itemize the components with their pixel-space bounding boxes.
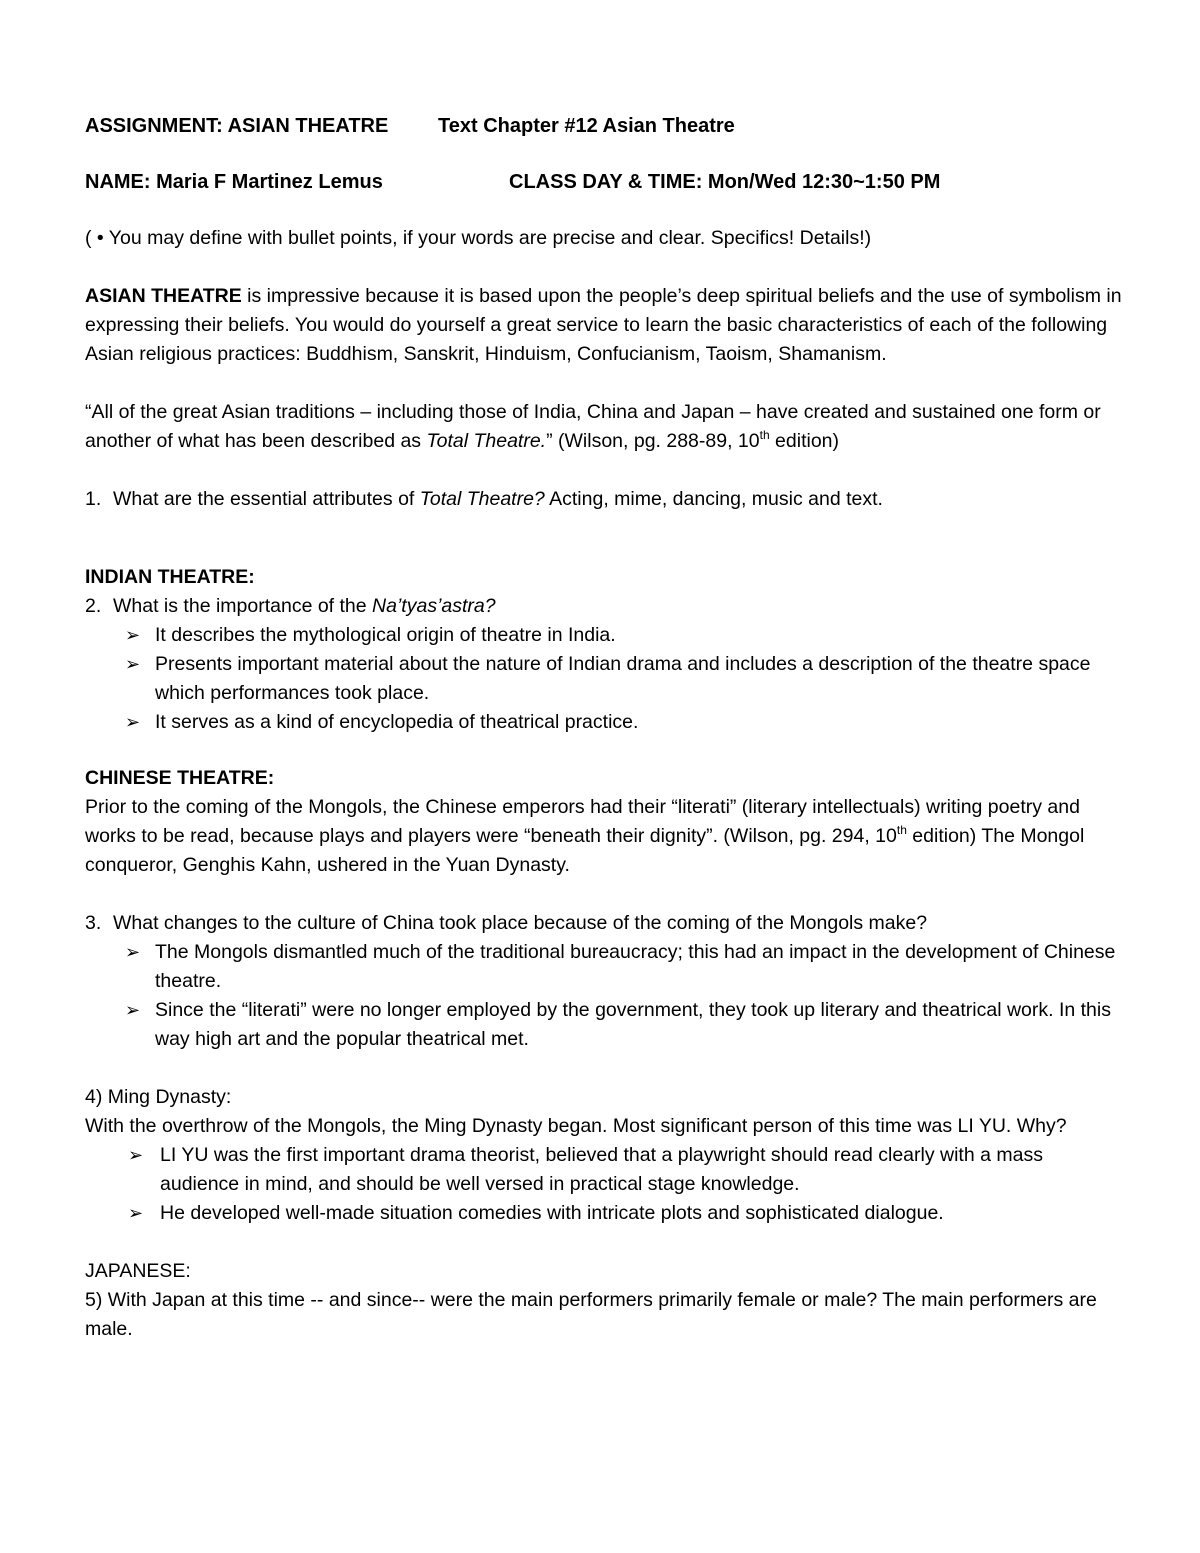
- instructions: ( • You may define with bullet points, if your words are precise and clear. Specifics! Details!): [85, 227, 872, 249]
- header-row-2: [85, 168, 1125, 197]
- quote-italic: Total Theatre.: [426, 430, 547, 452]
- arrow-bullet-icon: ➢: [125, 712, 141, 732]
- student-name: NAME: Maria F Martinez Lemus: [85, 171, 383, 193]
- chinese-paragraph: [85, 793, 1125, 880]
- arrow-bullet-icon: ➢: [128, 1145, 144, 1165]
- chinese-bullet-list: [85, 938, 1125, 1054]
- question-1-number: 1.: [85, 488, 102, 510]
- question-2: [85, 592, 1125, 621]
- list-item: [85, 708, 1125, 737]
- list-item-text: He developed well-made situation comedies with intricate plots and sophisticated dialogue.: [160, 1202, 944, 1224]
- chinese-para-after: edition) The Mongol conqueror, Genghis Kahn, ushered in the Yuan Dynasty.: [85, 825, 1085, 876]
- ming-paragraph: With the overthrow of the Mongols, the Ming Dynasty began. Most significant person of this time was LI YU. Why?: [85, 1115, 1067, 1137]
- list-item: [85, 1199, 1125, 1228]
- quote-paragraph: [85, 398, 1125, 456]
- chinese-para-before: Prior to the coming of the Mongols, the Chinese emperors had their “literati” (literary intellectuals) writing poetry and works to be read, because plays and players were “beneath their dignity”. (Wilson, pg. 294, 10: [85, 796, 1080, 847]
- list-item-text: The Mongols dismantled much of the traditional bureaucracy; this had an impact in the development of Chinese theatre.: [155, 941, 1116, 992]
- arrow-bullet-icon: ➢: [125, 942, 141, 962]
- arrow-bullet-icon: ➢: [125, 654, 141, 674]
- question-3-number: 3.: [85, 912, 102, 934]
- quote-after-italic: ” (Wilson, pg. 288-89, 10: [546, 430, 760, 452]
- ming-heading: 4) Ming Dynasty:: [85, 1086, 232, 1108]
- japanese-paragraph: 5) With Japan at this time -- and since-- were the main performers primarily female or male? The main performers are male.: [85, 1289, 1097, 1340]
- chinese-para-sup: th: [896, 823, 907, 837]
- intro-bold-lead: ASIAN THEATRE: [85, 285, 242, 307]
- list-item-text: Presents important material about the nature of Indian drama and includes a description of the theatre space which performances took place.: [155, 653, 1091, 704]
- question-1-answer: Acting, mime, dancing, music and text.: [544, 488, 883, 510]
- arrow-bullet-icon: ➢: [125, 625, 141, 645]
- list-item: [85, 650, 1125, 708]
- question-1: [85, 485, 1125, 514]
- list-item-text: Since the “literati” were no longer employed by the government, they took up literary and theatrical work. In this way high art and the popular theatrical met.: [155, 999, 1111, 1050]
- question-1-italic: Total Theatre?: [419, 488, 545, 510]
- ming-bullet-list: [85, 1141, 1125, 1228]
- list-item: [85, 621, 1125, 650]
- chinese-heading-text: CHINESE THEATRE:: [85, 767, 275, 789]
- assignment-title: ASSIGNMENT: ASIAN THEATRE: [85, 115, 389, 137]
- list-item-text: LI YU was the first important drama theorist, believed that a playwright should read clearly with a mass audience in mind, and should be well versed in practical stage knowledge.: [160, 1144, 1043, 1195]
- list-item: [85, 1141, 1125, 1199]
- quote-sup: th: [759, 428, 770, 442]
- indian-heading: [85, 563, 1125, 592]
- question-3-text: What changes to the culture of China took place because of the coming of the Mongols make?: [113, 912, 928, 934]
- arrow-bullet-icon: ➢: [128, 1203, 144, 1223]
- chapter-title: Text Chapter #12 Asian Theatre: [438, 115, 735, 137]
- question-2-before: What is the importance of the: [113, 595, 373, 617]
- indian-heading-text: INDIAN THEATRE:: [85, 566, 255, 588]
- intro-text: is impressive because it is based upon the people’s deep spiritual beliefs and the use of symbolism in expressing their beliefs. You would do yourself a great service to learn the basic characteristics of each of the following Asian religious practices: Buddhism, Sanskrit, Hinduism, Confucianism, Taoism, Shamanism.: [85, 285, 1122, 365]
- japanese-heading: JAPANESE:: [85, 1260, 191, 1282]
- question-1-text: [113, 485, 883, 514]
- chinese-heading: [85, 764, 1125, 793]
- header-row-1: [85, 112, 1125, 141]
- class-day-time: CLASS DAY & TIME: Mon/Wed 12:30~1:50 PM: [509, 171, 941, 193]
- list-item-text: It serves as a kind of encyclopedia of theatrical practice.: [155, 711, 639, 733]
- question-2-italic: Na’tyas’astra?: [372, 595, 496, 617]
- list-item: [85, 938, 1125, 996]
- quote-end: edition): [769, 430, 840, 452]
- question-3: [85, 909, 1125, 938]
- question-2-number: 2.: [85, 595, 102, 617]
- list-item: [85, 996, 1125, 1054]
- indian-bullet-list: [85, 621, 1125, 737]
- document-body: [85, 112, 1125, 1344]
- arrow-bullet-icon: ➢: [125, 1000, 141, 1020]
- question-2-text: [113, 592, 496, 621]
- quote-before: “All of the great Asian traditions – including those of India, China and Japan – have created and sustained one form or another of what has been described as: [85, 401, 1101, 452]
- list-item-text: It describes the mythological origin of theatre in India.: [155, 624, 616, 646]
- intro-paragraph: [85, 282, 1125, 369]
- question-1-before: What are the essential attributes of: [113, 488, 420, 510]
